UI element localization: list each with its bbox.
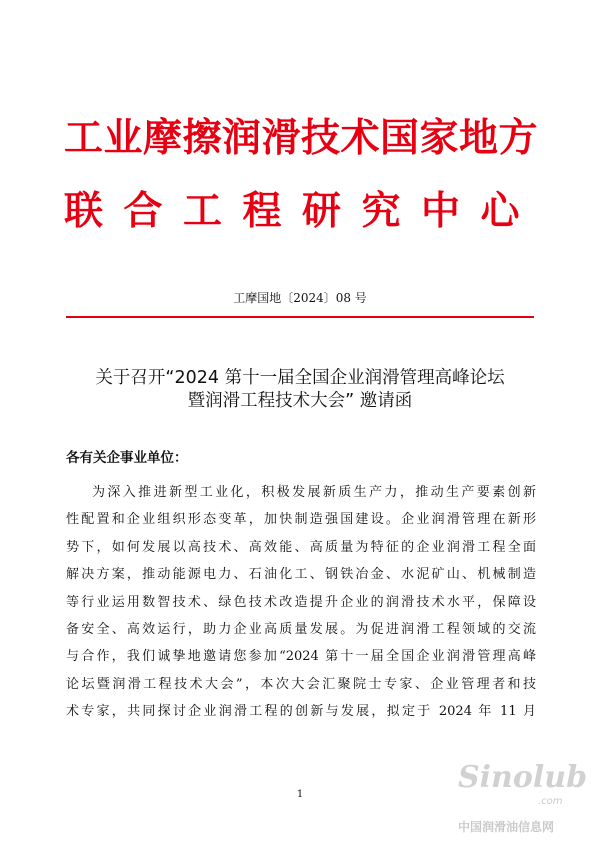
watermark-logo: Sinolub bbox=[458, 760, 588, 795]
watermark-site-name: 中国润滑油信息网 bbox=[458, 820, 555, 834]
body-line: 与合作，我们诚挚地邀请您参加“2024 第十一届全国企业润滑管理高峰 bbox=[66, 649, 536, 665]
body-line: 等行业运用数智技术、绿色技术改造提升企业的润滑技术水平，保障设 bbox=[66, 594, 536, 610]
letter-title-line2: 暨润滑工程技术大会” 邀请函 bbox=[187, 391, 413, 411]
body-line: 解决方案，推动能源电力、石油化工、钢铁冶金、水泥矿山、机械制造 bbox=[66, 567, 536, 583]
site-watermark bbox=[452, 756, 598, 842]
org-name-line2: 联合工程研究中心 bbox=[64, 189, 541, 234]
body-line: 术专家，共同探讨企业润滑工程的创新与发展，拟定于 2024 年 11 月 bbox=[66, 704, 536, 720]
body-line: 性配置和企业组织形态变革，加快制造强国建设。企业润滑管理在新形 bbox=[66, 512, 536, 528]
page-number: 1 bbox=[296, 789, 304, 800]
letter-body bbox=[66, 479, 536, 726]
org-name-line1: 工业摩擦润滑技术国家地方 bbox=[64, 116, 539, 161]
red-divider-line bbox=[66, 316, 534, 318]
body-line: 论坛暨润滑工程技术大会”，本次大会汇聚院士专家、企业管理者和技 bbox=[66, 676, 536, 692]
salutation: 各有关企事业单位： bbox=[66, 450, 188, 466]
document-number: 工摩国地〔2024〕08 号 bbox=[233, 291, 367, 305]
body-line: 为深入推进新型工业化，积极发展新质生产力，推动生产要素创新 bbox=[92, 485, 536, 500]
watermark-domain-suffix: .com bbox=[538, 796, 563, 807]
body-line: 备安全、高效运行，助力企业高质量发展。为促进润滑工程领域的交流 bbox=[66, 621, 536, 637]
letter-title-line1: 关于召开“2024 第十一届全国企业润滑管理高峰论坛 bbox=[95, 368, 505, 388]
body-line: 势下，如何发展以高技术、高效能、高质量为特征的企业润滑工程全面 bbox=[66, 539, 536, 555]
